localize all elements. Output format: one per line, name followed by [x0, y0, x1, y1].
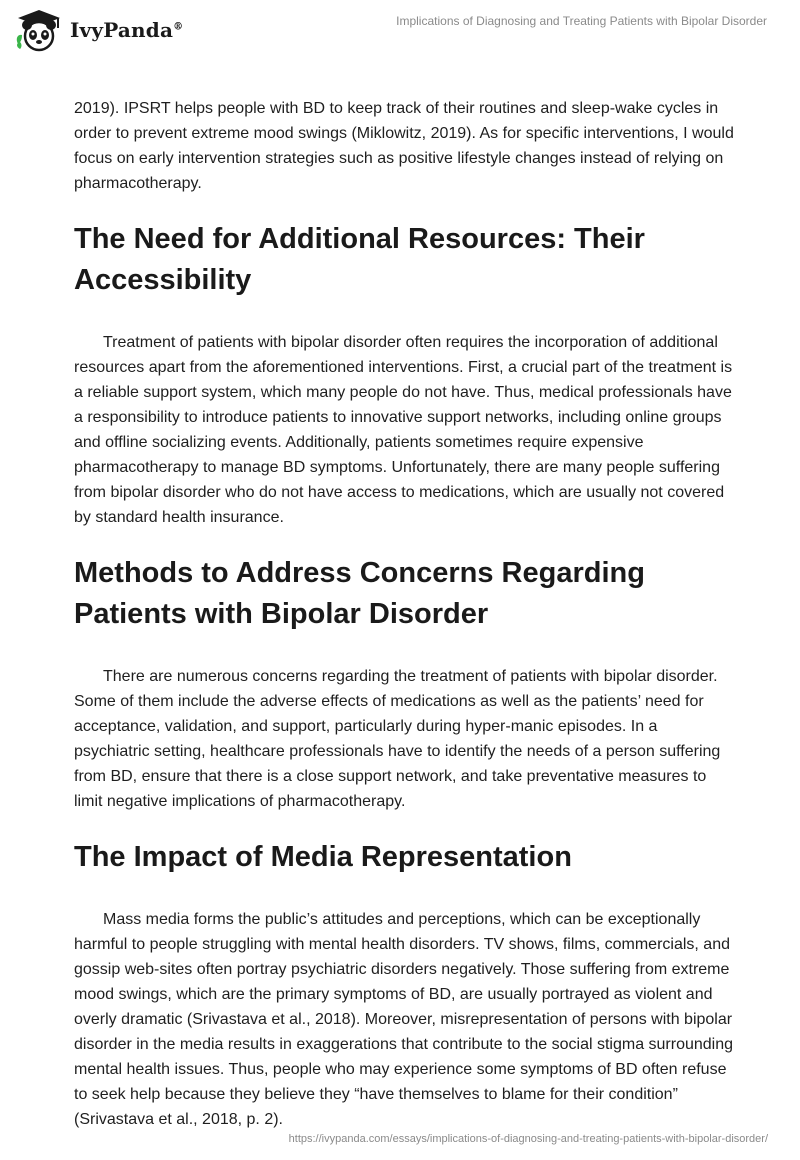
- source-url[interactable]: https://ivypanda.com/essays/implications-of-diagnosing-and-treating-patients-with-bipolar-disorder/: [288, 1133, 768, 1145]
- brand-name: IvyPanda®: [70, 18, 184, 42]
- document-title: Implications of Diagnosing and Treating Patients with Bipolar Disorder: [396, 14, 767, 28]
- page-header: [0, 0, 800, 60]
- panda-mascot-icon: [14, 8, 64, 52]
- section-paragraph-media: Mass media forms the public’s attitudes and perceptions, which can be exceptionally harmful to people struggling with mental health disorders. TV shows, films, commercials, and gossip web-sites often portray psychiatric disorders negatively. Those suffering from extreme mood swings, which are the primary symptoms of BD, are usually portrayed as violent and overly dramatic (Srivastava et al., 2018). Moreover, misrepresentation of persons with bipolar disorder in the media results in exaggerations that contribute to the social stigma surrounding mental health issues. Thus, people who may experience some symptoms of BD often refuse to seek help because they believe they “have themselves to blame for their condition” (Srivastava et al., 2018, p. 2).: [74, 911, 734, 1128]
- section-paragraph-resources: Treatment of patients with bipolar disorder often requires the incorporation of additional resources apart from the aforementioned interventions. First, a crucial part of the treatment is a reliable support system, which many people do not have. Thus, medical professionals have a responsibility to introduce patients to innovative support networks, including online groups and offline socializing events. Additionally, patients sometimes require expensive pharmacotherapy to manage BD symptoms. Unfortunately, there are many people suffering from bipolar disorder who do not have access to medications, which are usually not covered by standard health insurance.: [74, 334, 733, 526]
- section-paragraph-methods: There are numerous concerns regarding the treatment of patients with bipolar disorder. Some of them include the adverse effects of medications as well as the patients’ need for acceptance, validation, and support, particularly during hyper-manic episodes. In a psychiatric setting, healthcare professionals have to identify the needs of a person suffering from BD, ensure that there is a close support network, and take preventative measures to limit negative implications of pharmacotherapy.: [74, 668, 721, 810]
- essay-content: [74, 96, 734, 1132]
- intro-paragraph: 2019). IPSRT helps people with BD to keep track of their routines and sleep-wake cycles in order to prevent extreme mood swings (Miklowitz, 2019). As for specific interventions, I would focus on early intervention strategies such as positive lifestyle changes instead of relying on pharmacotherapy.: [74, 100, 734, 192]
- ivypanda-logo[interactable]: [14, 8, 183, 52]
- section-heading-resources: The Need for Additional Resources: Their Accessibility: [74, 223, 645, 296]
- section-heading-methods: Methods to Address Concerns Regarding Patients with Bipolar Disorder: [74, 557, 645, 630]
- section-heading-media: The Impact of Media Representation: [74, 841, 572, 873]
